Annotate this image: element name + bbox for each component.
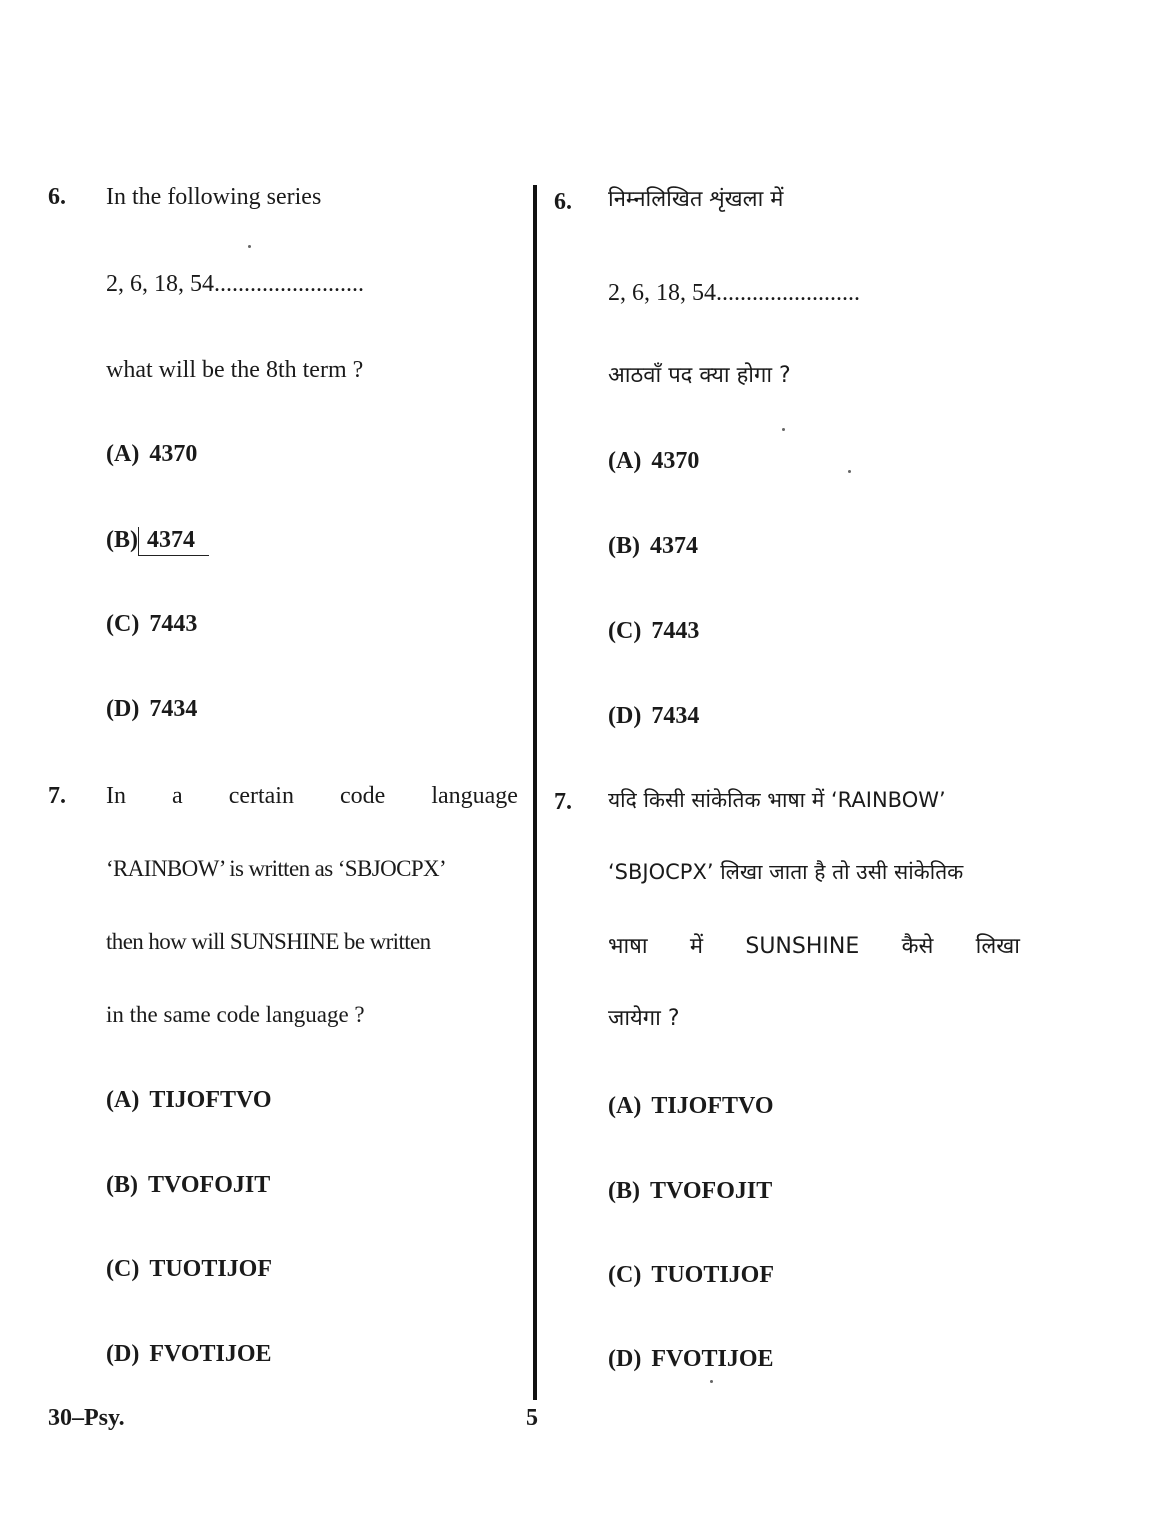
- option-value: 4370: [651, 448, 700, 474]
- option-value: 7443: [149, 611, 198, 637]
- question-6-option-a: [106, 440, 197, 468]
- question-7-number: 7.: [48, 783, 66, 809]
- option-value: TIJOFTVO: [149, 1087, 272, 1113]
- option-value: TVOFOJIT: [148, 1172, 271, 1198]
- option-label: (D): [608, 1346, 642, 1372]
- question-6-option-d: [608, 702, 699, 730]
- question-6-option-b: [608, 532, 698, 560]
- word: code: [340, 783, 386, 809]
- option-value: 4370: [149, 441, 198, 467]
- question-7-number: 7.: [554, 789, 572, 815]
- scan-speck: [248, 245, 251, 248]
- scan-speck: [848, 470, 851, 473]
- question-7-option-d: [608, 1345, 774, 1373]
- option-label: (C): [106, 1256, 140, 1282]
- option-value: TUOTIJOF: [651, 1262, 775, 1288]
- scan-speck: [710, 1380, 713, 1383]
- question-7-option-a: [608, 1092, 774, 1120]
- question-6-prompt: what will be the 8th term ?: [106, 357, 364, 383]
- question-7-line-2: ‘RAINBOW’ is written as ‘SBJOCPX’: [106, 856, 447, 881]
- scan-speck: [782, 428, 785, 431]
- option-label: (B): [608, 533, 640, 559]
- option-label: (C): [608, 618, 642, 644]
- question-7-option-c: [106, 1255, 272, 1283]
- question-6-number: 6.: [554, 189, 572, 215]
- option-label: (A): [608, 1093, 642, 1119]
- option-label: (B): [106, 1172, 138, 1198]
- option-value: 7443: [651, 618, 700, 644]
- question-6-option-d: [106, 695, 197, 723]
- option-label: (B): [106, 527, 138, 553]
- option-value: TUOTIJOF: [149, 1256, 273, 1282]
- word: a: [172, 783, 183, 809]
- word: language: [431, 783, 518, 809]
- question-6-number: 6.: [48, 184, 66, 210]
- question-7-line-3: then how will SUNSHINE be written: [106, 929, 431, 954]
- option-label: (D): [608, 703, 642, 729]
- word: कैसे: [901, 934, 934, 959]
- word: SUNSHINE: [745, 934, 860, 959]
- option-value: FVOTIJOE: [651, 1346, 774, 1372]
- option-value: TIJOFTVO: [651, 1093, 774, 1119]
- question-6-stem: In the following series: [106, 184, 322, 210]
- question-7-option-c: [608, 1261, 774, 1289]
- question-7-option-d: [106, 1340, 272, 1368]
- question-6-option-b: [106, 526, 209, 554]
- word: में: [689, 934, 704, 959]
- question-7-line-1: [106, 782, 518, 810]
- paper-code: 30–Psy.: [48, 1405, 125, 1431]
- word: लिखा: [975, 934, 1020, 959]
- option-label: (A): [106, 1087, 140, 1113]
- option-value: 4374: [650, 533, 698, 559]
- question-6-option-c: [608, 617, 699, 645]
- option-label: (C): [608, 1262, 642, 1288]
- option-label: (D): [106, 1341, 140, 1367]
- question-6-series: 2, 6, 18, 54........................: [608, 280, 860, 306]
- option-value: 7434: [149, 696, 198, 722]
- option-label: (C): [106, 611, 140, 637]
- question-7-option-b: [106, 1171, 270, 1199]
- option-value-marked: 4374: [138, 527, 209, 556]
- question-6-option-c: [106, 610, 197, 638]
- word: भाषा: [608, 934, 648, 959]
- option-label: (A): [106, 441, 140, 467]
- question-7-line-4: in the same code language ?: [106, 1002, 365, 1027]
- option-value: FVOTIJOE: [149, 1341, 272, 1367]
- option-value: 7434: [651, 703, 700, 729]
- option-label: (D): [106, 696, 140, 722]
- question-6-prompt: आठवाँ पद क्या होगा ?: [608, 363, 791, 388]
- page-number: 5: [526, 1405, 538, 1431]
- question-6-stem: निम्नलिखित शृंखला में: [608, 187, 784, 212]
- word: certain: [228, 783, 294, 809]
- question-7-line-4: जायेगा ?: [608, 1006, 680, 1031]
- question-7-option-a: [106, 1086, 272, 1114]
- question-7-line-2: ‘SBJOCPX’ लिखा जाता है तो उसी सांकेतिक: [608, 860, 964, 884]
- question-7-option-b: [608, 1177, 772, 1205]
- option-value: TVOFOJIT: [650, 1178, 773, 1204]
- question-7-line-1: यदि किसी सांकेतिक भाषा में ‘RAINBOW’: [608, 788, 946, 812]
- question-7-line-3: [608, 933, 1020, 961]
- option-label: (B): [608, 1178, 640, 1204]
- question-6-option-a: [608, 447, 699, 475]
- option-label: (A): [608, 448, 642, 474]
- column-divider: [533, 185, 537, 1400]
- question-6-series: 2, 6, 18, 54.........................: [106, 271, 364, 297]
- word: In: [106, 783, 126, 809]
